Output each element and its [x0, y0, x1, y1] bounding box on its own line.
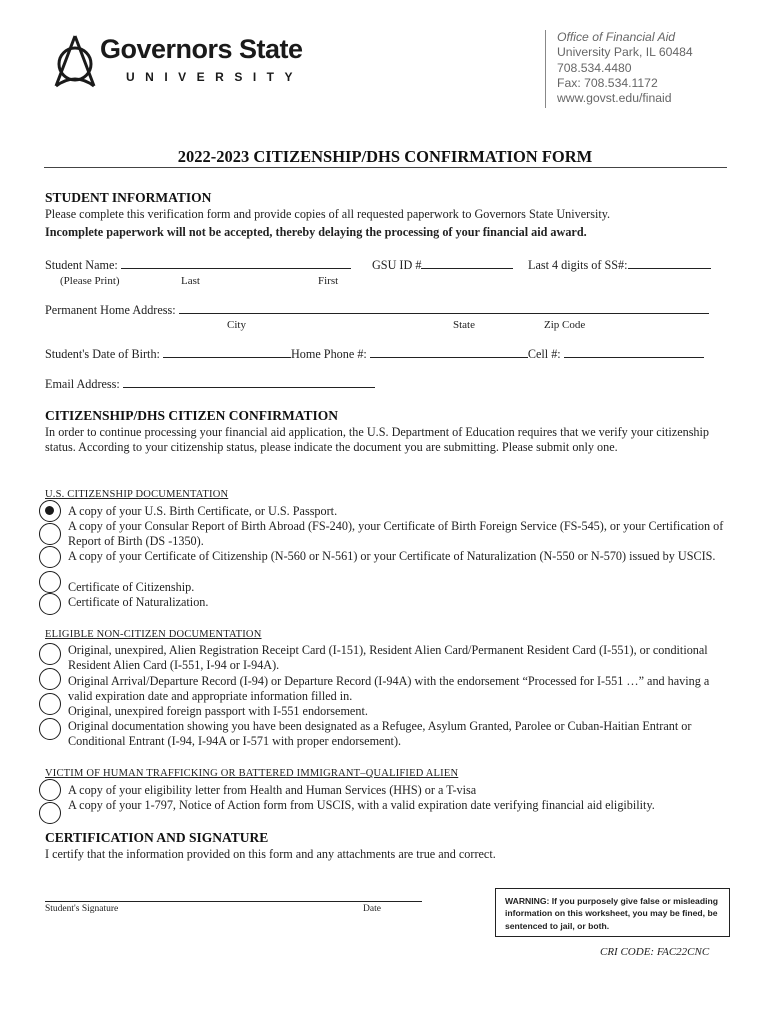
- office-phone: 708.534.4480: [557, 60, 632, 75]
- citizenship-intro: In order to continue processing your financial aid application, the U.S. Department of Education requires that we verify your citizenship status. According to your citizenship status, please indicate the document you are submitting. Please submit only one.: [45, 425, 710, 455]
- us-option-4: Certificate of Citizenship.: [68, 580, 195, 594]
- logo-university: UNIVERSITY: [126, 70, 304, 84]
- form-title: 2022-2023 CITIZENSHIP/DHS CONFIRMATION FORM: [177, 147, 593, 166]
- warning-box: WARNING: If you purposely give false or misleading information on this worksheet, you may be fined, be sentenced to jail, or both.: [495, 888, 730, 937]
- office-web: www.govst.edu/finaid: [557, 91, 672, 106]
- nc-option-4: Original documentation showing you have been designated as a Refugee, Asylum Granted, Parolee or Cuban-Haitian Entrant or Conditional Entrant (I-94, I-94A or I-571 with proper endorsement).: [68, 719, 692, 749]
- ssn-label: Last 4 digits of SS#:: [528, 258, 628, 272]
- nc-option-1-radio[interactable]: [39, 643, 61, 665]
- home-phone-label: Home Phone #:: [290, 347, 367, 361]
- ssn-field[interactable]: [628, 258, 711, 269]
- office-address: University Park, IL 60484: [557, 45, 693, 60]
- gsu-id-field[interactable]: [421, 258, 513, 269]
- signature-caption: Student's Signature: [45, 904, 119, 914]
- email-field[interactable]: [123, 377, 375, 388]
- state-caption: State: [453, 319, 475, 331]
- first-name-caption: First: [318, 275, 339, 287]
- us-option-5: Certificate of Naturalization.: [68, 595, 209, 609]
- us-option-3-radio[interactable]: [39, 546, 61, 568]
- zip-caption: Zip Code: [544, 319, 586, 331]
- student-name-field[interactable]: [121, 258, 351, 269]
- cri-code: CRI CODE: FAC22CNC: [600, 946, 710, 958]
- address-field[interactable]: [179, 303, 709, 314]
- title-divider: [44, 167, 727, 168]
- dob-row: [45, 347, 704, 362]
- us-option-2-radio[interactable]: [39, 523, 61, 545]
- us-citizen-heading: U.S. CITIZENSHIP DOCUMENTATION: [45, 489, 229, 500]
- us-option-1-radio[interactable]: [39, 500, 61, 522]
- ssn-row: [528, 258, 711, 273]
- date-caption: Date: [363, 904, 381, 914]
- student-info-warning: Incomplete paperwork will not be accepted, thereby delaying the processing of your financial aid award.: [45, 225, 587, 239]
- us-option-5-radio[interactable]: [39, 593, 61, 615]
- trafficking-heading: VICTIM OF HUMAN TRAFFICKING OR BATTERED IMMIGRANT–QUALIFIED ALIEN: [45, 768, 459, 779]
- office-fax: Fax: 708.534.1172: [557, 75, 658, 90]
- certification-text: I certify that the information provided on this form and any attachments are true and correct.: [45, 847, 496, 861]
- us-option-3: A copy of your Certificate of Citizenship (N-560 or N-561) or your Certificate of Naturalization (N-550 or N-570) issued by USCIS.: [68, 549, 716, 563]
- office-contact: [545, 30, 725, 108]
- student-info-intro: Please complete this verification form and provide copies of all requested paperwork to Governors State University.: [45, 207, 611, 221]
- last-name-caption: Last: [181, 275, 200, 287]
- logo-mark-icon: [50, 34, 100, 88]
- city-caption: City: [227, 319, 246, 331]
- us-option-4-radio[interactable]: [39, 571, 61, 593]
- nc-option-3-radio[interactable]: [39, 693, 61, 715]
- certification-heading: CERTIFICATION AND SIGNATURE: [45, 830, 269, 845]
- university-logo: [50, 34, 310, 90]
- tr-option-1: A copy of your eligibility letter from Health and Human Services (HHS) or a T-visa: [68, 783, 477, 797]
- non-citizen-heading: ELIGIBLE NON-CITIZEN DOCUMENTATION: [45, 629, 262, 640]
- us-option-2: A copy of your Consular Report of Birth Abroad (FS-240), your Certificate of Birth Foreign Service (FS-545), or your Certification of Report of Birth (DS -1350).: [68, 519, 724, 549]
- tr-option-1-radio[interactable]: [39, 779, 61, 801]
- address-label: Permanent Home Address:: [45, 303, 176, 317]
- office-name: Office of Financial Aid: [557, 30, 676, 44]
- address-row: [45, 303, 709, 318]
- please-print-note: (Please Print): [60, 275, 120, 287]
- email-label: Email Address:: [45, 377, 120, 391]
- gsu-id-row: [372, 258, 513, 273]
- nc-option-4-radio[interactable]: [39, 718, 61, 740]
- gsu-id-label: GSU ID #: [372, 258, 422, 272]
- us-option-1: A copy of your U.S. Birth Certificate, or U.S. Passport.: [68, 504, 338, 518]
- citizenship-heading: CITIZENSHIP/DHS CITIZEN CONFIRMATION: [45, 408, 339, 423]
- signature-line[interactable]: [45, 901, 422, 902]
- cell-field[interactable]: [564, 347, 704, 358]
- dob-label: Student's Date of Birth:: [45, 347, 160, 361]
- dob-field[interactable]: [163, 347, 291, 358]
- student-info-heading: STUDENT INFORMATION: [45, 190, 212, 205]
- logo-name: Governors State: [100, 34, 303, 64]
- nc-option-2-radio[interactable]: [39, 668, 61, 690]
- email-row: [45, 377, 375, 392]
- cell-label: Cell #:: [527, 347, 561, 361]
- tr-option-2-radio[interactable]: [39, 802, 61, 824]
- student-name-row: [45, 258, 351, 273]
- nc-option-2: Original Arrival/Departure Record (I-94) or Departure Record (I-94A) with the endorsement “Processed for I-551 …” and having a valid expiration date and appropriate information filled in.: [68, 674, 710, 704]
- nc-option-1: Original, unexpired, Alien Registration Receipt Card (I-151), Resident Alien Card/Permanent Resident Card (I-551), or conditional Resident Alien Card (I-551, I-94 or I-94A).: [68, 643, 708, 673]
- nc-option-3: Original, unexpired foreign passport with I-551 endorsement.: [68, 704, 368, 718]
- student-name-label: Student Name:: [45, 258, 118, 272]
- home-phone-field[interactable]: [370, 347, 528, 358]
- tr-option-2: A copy of your 1-797, Notice of Action form from USCIS, with a valid expiration date verifying financial aid eligibility.: [68, 798, 655, 812]
